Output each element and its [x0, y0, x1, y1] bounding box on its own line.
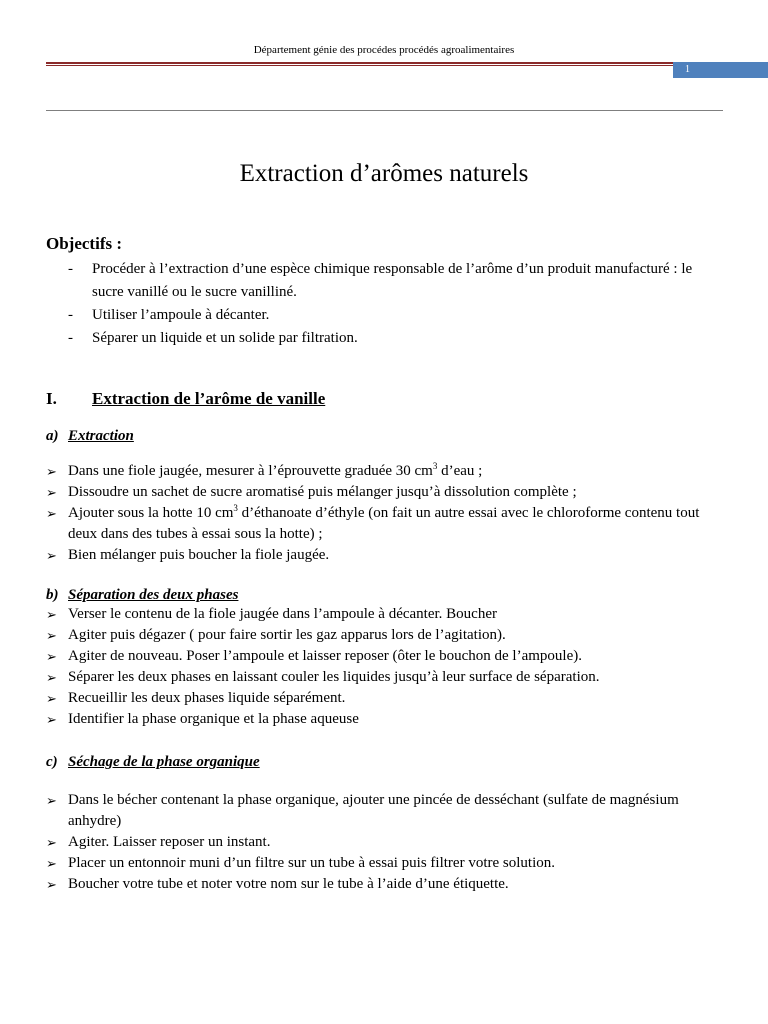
list-item — [46, 709, 730, 730]
arrow-bullet-icon: ➢ — [46, 485, 57, 500]
list-item — [46, 503, 730, 545]
list-item-text: Agiter puis dégazer ( pour faire sortir les gaz apparus lors de l’agitation). — [68, 627, 506, 643]
list-item-text: Verser le contenu de la fiole jaugée dans l’ampoule à décanter. Boucher — [68, 606, 497, 622]
arrow-bullet-icon: ➢ — [46, 649, 57, 664]
section-heading — [46, 388, 325, 410]
arrow-bullet-icon: ➢ — [46, 607, 57, 622]
list-item — [46, 853, 730, 874]
list-item — [46, 604, 730, 625]
subsection-title: Séchage de la phase organique — [68, 754, 260, 770]
dash-bullet: - — [68, 330, 73, 346]
list-item-text: Procéder à l’extraction d’une espèce chimique responsable de l’arôme d’un produit manufacturé : le sucre vanillé ou le sucre vanilliné. — [92, 261, 693, 300]
list-item — [46, 688, 730, 709]
arrow-bullet-icon: ➢ — [46, 877, 57, 892]
list-item-text: Boucher votre tube et noter votre nom sur le tube à l’aide d’une étiquette. — [68, 876, 509, 892]
list-item-text: Agiter. Laisser reposer un instant. — [68, 834, 271, 850]
list-item-text: Agiter de nouveau. Poser l’ampoule et laisser reposer (ôter le bouchon de l’ampoule). — [68, 648, 582, 664]
divider — [46, 110, 723, 111]
text-part: Dans une fiole jaugée, mesurer à l’éprouvette graduée 30 cm — [68, 463, 433, 479]
list-item — [46, 832, 730, 853]
arrow-bullet-icon: ➢ — [46, 670, 57, 685]
list-item — [46, 461, 730, 482]
header-text: Département génie des procédes procédés agroalimentaires — [253, 44, 515, 56]
list-item — [46, 482, 730, 503]
text-part: d’eau ; — [437, 463, 483, 479]
arrow-bullet-icon: ➢ — [46, 856, 57, 871]
section-title: Extraction de l’arôme de vanille — [92, 389, 326, 408]
arrow-bullet-icon: ➢ — [46, 628, 57, 643]
list-item-text: Utiliser l’ampoule à décanter. — [92, 307, 270, 323]
arrow-bullet-icon: ➢ — [46, 691, 57, 706]
subsection-heading-a — [46, 426, 134, 446]
subsection-letter: c) — [46, 754, 58, 770]
page-number: 1 — [673, 62, 768, 78]
list-item-text: Recueillir les deux phases liquide séparément. — [68, 690, 346, 706]
text-part: Ajouter sous la hotte 10 cm — [68, 505, 234, 521]
subsection-letter: a) — [46, 428, 59, 444]
sechage-steps — [46, 790, 730, 895]
list-item — [46, 874, 730, 895]
list-item — [46, 667, 730, 688]
list-item — [46, 304, 726, 327]
header-rule-thin — [46, 65, 673, 66]
superscript: 3 — [432, 461, 438, 471]
separation-steps — [46, 604, 730, 730]
list-item-text: Identifier la phase organique et la phase aqueuse — [68, 711, 359, 727]
arrow-bullet-icon: ➢ — [46, 835, 57, 850]
objectifs-list — [46, 258, 726, 350]
superscript: 3 — [233, 503, 238, 513]
document-title: Extraction d’arômes naturels — [239, 160, 529, 187]
list-item-text: Dans le bécher contenant la phase organique, ajouter une pincée de desséchant (sulfate de magnésium anhydre) — [68, 792, 679, 829]
arrow-bullet-icon: ➢ — [46, 464, 57, 479]
dash-bullet: - — [68, 307, 73, 323]
dash-bullet: - — [68, 261, 73, 277]
subsection-title: Séparation des deux phases — [68, 587, 239, 603]
extraction-steps — [46, 461, 730, 566]
header-rule — [46, 62, 673, 64]
objectifs-heading: Objectifs : — [46, 234, 123, 253]
arrow-bullet-icon: ➢ — [46, 793, 57, 808]
text-part: d’éthanoate d’éthyle (on fait un autre essai avec le chloroforme contenu tout deux dans des tubes à essai sous la hotte) ; — [68, 505, 700, 542]
subsection-heading-b — [46, 585, 238, 605]
subsection-heading-c — [46, 752, 260, 772]
section-number: I. — [46, 389, 57, 408]
list-item — [46, 625, 730, 646]
list-item — [46, 545, 730, 566]
arrow-bullet-icon: ➢ — [46, 712, 57, 727]
list-item-text: Séparer un liquide et un solide par filtration. — [92, 330, 358, 346]
subsection-title: Extraction — [68, 428, 134, 444]
arrow-bullet-icon: ➢ — [46, 506, 57, 521]
list-item — [46, 258, 726, 304]
list-item — [46, 327, 726, 350]
list-item-text: Séparer les deux phases en laissant couler les liquides jusqu’à leur surface de séparation. — [68, 669, 600, 685]
list-item — [46, 646, 730, 667]
subsection-letter: b) — [46, 587, 59, 603]
arrow-bullet-icon: ➢ — [46, 548, 57, 563]
text-part: Dissoudre un sachet de sucre aromatisé puis mélanger jusqu’à dissolution complète ; — [68, 484, 577, 500]
text-part: Bien mélanger puis boucher la fiole jaugée. — [68, 547, 330, 563]
list-item-text: Placer un entonnoir muni d’un filtre sur un tube à essai puis filtrer votre solution. — [68, 855, 555, 871]
list-item — [46, 790, 730, 832]
